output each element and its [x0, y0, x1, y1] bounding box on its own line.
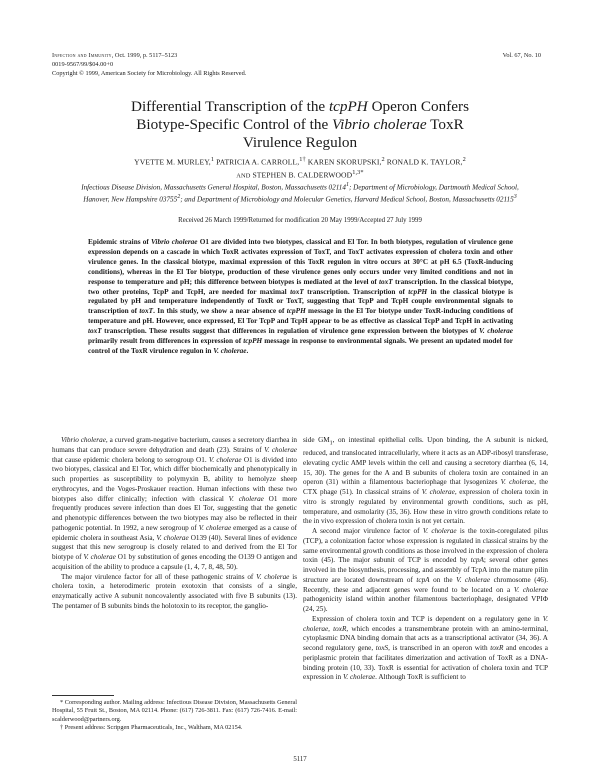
- footnote-corresponding-author: * Corresponding author. Mailing address: Infectious Disease Division, Massachusetts General Hospital, 55 Fruit St., Boston, MA 02114. Phone: (617) 726-3811. Fax: (617) 726-7416. E-mail: scalderwood@partners.org.: [52, 699, 297, 723]
- intro-paragraph-1: Vibrio cholerae, a curved gram-negative bacterium, causes a secretory diarrhea in humans that can produce severe dehydration and death (23). Strains of V. cholerae that cause epidemic cholera belong to serogroup O1. V. cholerae O1 is divided into two biotypes, classical and El Tor, which differ biochemically and phenotypically in such properties as susceptibility to polymyxin B, ability to hemolyze sheep erythrocytes, and the Voges-Proskauer reaction. Human infections with these two biotypes also differ clinically; infection with classical V. cholerae O1 more frequently produces severe infection than does El Tor, suggesting that the genetic and phenotypic differences between the two biotypes may also be reflected in their pathogenic potential. In 1992, a new serogroup of V. cholerae emerged as a cause of epidemic cholera in southeast Asia, V. cholerae O139 (40). Several lines of evidence suggest that this new serogroup is closely related to and derived from the El Tor biotype of V. cholerae O1 by substitution of genes encoding the O139 O antigen and acquisition of the ability to produce a capsule (1, 4, 7, 8, 48, 50).: [52, 436, 298, 571]
- volume-info: Vol. 67, No. 10: [502, 52, 541, 59]
- body-column-right: [303, 436, 548, 683]
- body-column-left: [52, 436, 297, 612]
- footnotes: [52, 695, 297, 733]
- authors-line-2: AND STEPHEN B. $CALDERWOOD^{1,3*}$: [236, 168, 364, 180]
- journal-header: [52, 51, 246, 78]
- intro-paragraph-2-continued: side $GM_1$, on intestinal epithelial cells. Upon binding, the A subunit is nicked, reduced, and translocated intracellularly, where it acts as an ADP-ribosyl transferase, elevating cyclic AMP levels within the cell and causing a secretory diarrhea (6, 14, 15, 30). The genes for the A and B subunits of cholera toxin are contained in an operon (31) within a filamentous bacteriophage that lysogenizes V. cholerae, the CTX phage (51). In classical strains of V. cholerae, expression of cholera toxin in vitro is strongly regulated by environmental growth conditions, such as pH, temperature, and osmolarity (35, 36). How these in vitro growth conditions relate to the in vivo expression of cholera toxin is not yet certain.: [303, 436, 549, 526]
- received-dates: Received 26 March 1999/Returned for modification 20 May 1999/Accepted 27 July 1999: [178, 217, 422, 224]
- page-number: 5117: [293, 756, 307, 763]
- issue-info: , Oct. 1999, p. 5117–5123: [111, 52, 178, 59]
- journal-name: Infection and Immunity: [52, 52, 112, 59]
- journal-citation: [52, 51, 246, 60]
- title-line-1: Differential Transcription of the tcpPH Operon Confers: [130, 98, 469, 115]
- title-line-3: Virulence Regulon: [242, 134, 358, 151]
- affiliations: Infectious Disease Division, Massachusetts General Hospital, Boston, Massachusetts 02114$^1$; Department of Microbiology, Dartmouth Medical School, Hanover, New Hampshire 03755$^2$; and Department of Microbiology and Molecular Genetics, Harvard Medical School, Boston, Massachusetts 02115$^3$: [81, 182, 519, 204]
- copyright: Copyright © 1999, American Society for Microbiology. All Rights Reserved.: [52, 70, 247, 77]
- intro-paragraph-2: The major virulence factor for all of these pathogenic strains of V. cholerae is cholera toxin, a heterodimeric protein exotoxin that consists of a single, enzymatically active A subunit noncovalently associated with five B subunits (13). The pentamer of B subunits binds the holotoxin to its receptor, the ganglio-: [52, 572, 297, 610]
- issn: 0019-9567/99/$04.00+0: [52, 61, 114, 68]
- article-title: [60, 98, 540, 152]
- author-list: [60, 155, 540, 181]
- footnote-rule: [52, 695, 114, 696]
- authors-line-1: YVETTE M. MURLEY,$^1$ PATRICIA A. CARROLL,$^{1\dagger}$ KAREN SKORUPSKI,$^2$ RONALD K. TAYLOR,$^2$: [134, 156, 466, 167]
- footnote-present-address: † Present address: Scripgen Pharmaceuticals, Inc., Waltham, MA 02154.: [60, 724, 243, 732]
- intro-paragraph-3: A second major virulence factor of V. cholerae is the toxin-coregulated pilus (TCP), a colonization factor whose expression is regulated in classical strains by the same environmental growth conditions as those involved in the expression of cholera toxin (45). The major subunit of TCP is encoded by tcpA; several other genes involved in the biosynthesis, processing, and assembly of TcpA into the mature pilin structure are located downstream of tcpA on the V. cholerae chromosome (46). Recently, these and adjacent genes were found to be located on a V. cholerae pathogenicity island within another filamentous bacteriophage, designated VPIΦ (24, 25).: [303, 527, 549, 614]
- intro-paragraph-4: Expression of cholera toxin and TCP is dependent on a regulatory gene in V. cholerae, toxR, which encodes a transmembrane protein with an amino-terminal, cytoplasmic DNA binding domain that acts as a transcriptional activator (34, 36). A second regulatory gene, toxS, is transcribed in an operon with toxR and encodes a periplasmic protein that facilitates dimerization and activation of ToxR as a DNA-binding protein (10, 33). ToxR is essential for activation of cholera toxin and TCP expression in V. cholerae. Although ToxR is sufficient to: [303, 614, 549, 682]
- title-line-2: Biotype-Specific Control of the Vibrio cholerae ToxR: [136, 116, 464, 133]
- abstract: Epidemic strains of Vibrio cholerae O1 are divided into two biotypes, classical and El Tor. In both biotypes, regulation of virulence gene expression depends on a cascade in which ToxR activates expression of ToxT, and ToxT activates expression of cholera toxin and other virulence genes. In the classical biotype, maximal expression of this ToxR regulon in vitro occurs at 30°C at pH 6.5 (ToxR-inducing conditions), whereas in the El Tor biotype, production of these virulence genes only occurs under very limited conditions and not in response to temperature and pH; this difference between biotypes is mediated at the level of toxT transcription. In the classical biotype, two other proteins, TcpP and TcpH, are needed for maximal toxT transcription. Transcription of tcpPH in the classical biotype is regulated by pH and temperature independently of ToxR or ToxT, suggesting that TcpP and TcpH couple environmental signals to transcription of toxT. In this study, we show a near absence of tcpPH message in the El Tor biotype under ToxR-inducing conditions of temperature and pH. However, once expressed, El Tor TcpP and TcpH appear to be as effective as classical TcpP and TcpH in activating toxT transcription. These results suggest that differences in regulation of virulence gene expression between the biotypes of V. cholerae primarily result from differences in expression of tcpPH message in response to environmental signals. We present an updated model for control of the ToxR virulence regulon in V. cholerae.: [88, 238, 514, 355]
